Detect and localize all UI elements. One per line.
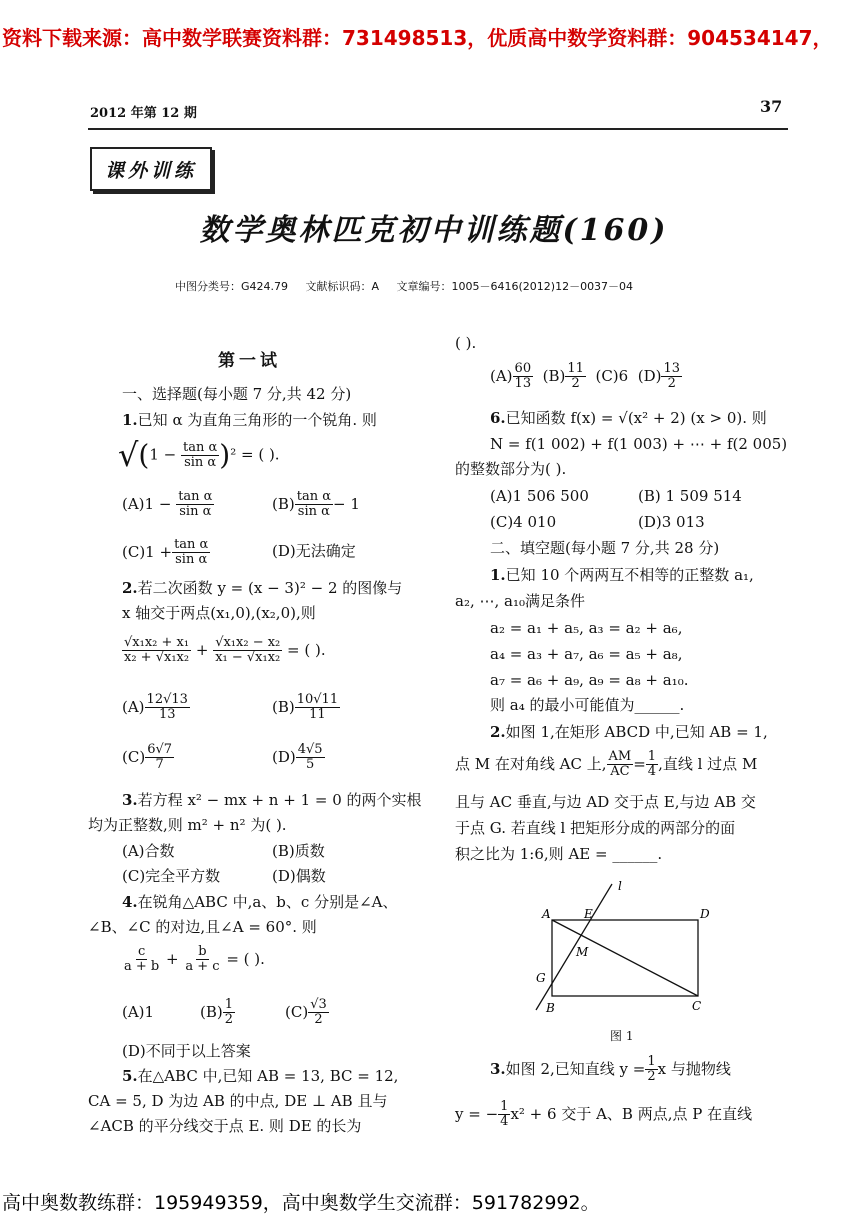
q1-option-b: (B) $\frac{\text{tan α}}{\text{sin α}}$ − 1 xyxy=(272,489,360,520)
figure-1-caption: 图 1 xyxy=(610,1029,634,1043)
f1-line2: a₂, ⋯, a₁₀满足条件 xyxy=(455,592,585,610)
f2-line3: 且与 AC 垂直,与边 AD 交于点 E,与边 AB 交 xyxy=(455,793,756,811)
figure-1-diagram xyxy=(528,878,728,1023)
q1-line xyxy=(122,412,377,429)
q2-option-b: (B) $\frac{10√11}{11}$ xyxy=(272,692,339,723)
label-a: A xyxy=(542,907,551,921)
q5-answer-paren: ( ). xyxy=(455,334,477,352)
q3-option-c: (C)完全平方数 xyxy=(122,867,221,885)
f3-line2: y = − $\frac{1}{4}$ x² + 6 交于 A、B 两点,点 P 在直线 xyxy=(455,1099,753,1130)
q4-option-b: (B) $\frac{1}{2}$ xyxy=(200,997,234,1028)
q6-line1: 6.已知函数 f(x) = √(x² + 2) (x > 0). 则 xyxy=(490,409,767,427)
bottom-banner: 高中奥数教练群：195949359，高中奥数学生交流群：591782992。 xyxy=(2,1192,600,1214)
q5-options: (A) $\frac{60}{13}$ (B) $\frac{11}{2}$ (C)6 (D) $\frac{13}{2}$ xyxy=(490,361,681,392)
q2-line1: 2.若二次函数 y = (x − 3)² − 2 的图像与 xyxy=(122,579,403,597)
q2-option-c: (C) $\frac{6√7}{7}$ xyxy=(122,742,173,773)
q3-option-b: (B)质数 xyxy=(272,842,325,860)
q3-line2: 均为正整数,则 m² + n² 为( ). xyxy=(88,816,287,834)
classification-line: 中图分类号：G424.79 文献标识码：A 文章编号：1005－6416(2012)12－0037－04 xyxy=(175,280,634,293)
f1-eq3: a₇ = a₆ + a₉, a₉ = a₈ + a₁₀. xyxy=(490,671,689,689)
q6-option-a: (A)1 506 500 xyxy=(490,487,589,505)
f2-line5: 积之比为 1:6,则 AE = ______. xyxy=(455,845,663,863)
q4-option-a: (A)1 xyxy=(122,1003,155,1021)
sqrt-symbol: √ xyxy=(118,436,139,474)
q6-option-c: (C)4 010 xyxy=(490,513,557,531)
label-d: D xyxy=(700,907,710,921)
q1-one-minus: 1 − xyxy=(149,445,177,464)
f2-line1: 2.如图 1,在矩形 ABCD 中,已知 AB = 1, xyxy=(490,723,768,741)
q4-option-c: (C) $\frac{√3}{2}$ xyxy=(285,997,327,1028)
q6-line2: N = f(1 002) + f(1 003) + ⋯ + f(2 005) xyxy=(490,435,788,453)
q3-line1: 3.若方程 x² − mx + n + 1 = 0 的两个实根 xyxy=(122,791,422,809)
q1-fraction: $\frac{\text{tan α}}{\text{sin α}}$ xyxy=(183,439,218,470)
q3-option-d: (D)偶数 xyxy=(272,867,326,885)
label-m: M xyxy=(576,945,589,959)
q1-option-d: (D)无法确定 xyxy=(272,542,356,560)
page-number: 37 xyxy=(760,97,783,116)
q5-line1: 5.在△ABC 中,已知 AB = 13, BC = 12, xyxy=(122,1067,399,1085)
q6-option-b: (B) 1 509 514 xyxy=(638,487,742,505)
f1-line3: 则 a₄ 的最小可能值为______. xyxy=(490,696,685,714)
q2-option-d: (D) $\frac{4√5}{5}$ xyxy=(272,742,323,773)
diagonal-ac xyxy=(552,920,698,996)
q1-expression: √(1 − $\frac{\text{tan α}}{\text{sin α}}$ )² = ( ). xyxy=(118,436,280,474)
f1-line1: 1.已知 10 个两两互不相等的正整数 a₁, xyxy=(490,566,754,584)
q3-option-a: (A)合数 xyxy=(122,842,175,860)
q4-line2: ∠B、∠C 的对边,且∠A = 60°. 则 xyxy=(88,918,317,936)
label-c: C xyxy=(692,999,702,1013)
q2-option-a: (A) $\frac{12√13}{13}$ xyxy=(122,692,188,723)
label-b: B xyxy=(546,1001,555,1015)
part1-heading: 一、选择题(每小题 7 分,共 42 分) xyxy=(122,385,352,403)
q5-line2: CA = 5, D 为边 AB 的中点, DE ⊥ AB 且与 xyxy=(88,1092,388,1110)
q6-option-d: (D)3 013 xyxy=(638,513,705,531)
q4-option-d: (D)不同于以上答案 xyxy=(122,1042,251,1060)
q2-line2: x 轴交于两点(x₁,0),(x₂,0),则 xyxy=(122,604,316,622)
issue-label: 2012 年第 12 期 xyxy=(90,106,197,121)
section-heading: 第一试 xyxy=(218,351,281,371)
label-l: l xyxy=(618,879,622,893)
q1-option-c: (C)1 + $\frac{\text{tan α}}{\text{sin α}}$ xyxy=(122,537,209,568)
q4-line1: 4.在锐角△ABC 中,a、b、c 分别是∠A、 xyxy=(122,893,398,911)
q1-option-a: (A)1 − $\frac{\text{tan α}}{\text{sin α}}$ xyxy=(122,489,213,520)
q1-text: 已知 α 为直角三角形的一个锐角. 则 xyxy=(137,411,377,429)
article-title: 数学奥林匹克初中训练题(160) xyxy=(199,213,669,248)
q1-number: 1. xyxy=(122,411,138,429)
part2-heading: 二、填空题(每小题 7 分,共 28 分) xyxy=(490,539,720,557)
f2-line4: 于点 G. 若直线 l 把矩形分成的两部分的面 xyxy=(455,819,736,837)
q5-line3: ∠ACB 的平分线交于点 E. 则 DE 的长为 xyxy=(88,1117,362,1135)
header-rule xyxy=(88,128,788,130)
f1-eq2: a₄ = a₃ + a₇, a₆ = a₅ + a₈, xyxy=(490,645,683,663)
label-e: E xyxy=(584,907,593,921)
section-badge: 课外训练 xyxy=(90,147,212,191)
top-banner: 资料下载来源：高中数学联赛资料群：731498513，优质高中数学资料群：904534147， xyxy=(2,26,833,50)
line-l xyxy=(536,884,612,1010)
f1-eq1: a₂ = a₁ + a₅, a₃ = a₂ + a₆, xyxy=(490,619,683,637)
q1-expr-tail: ² = ( ). xyxy=(230,445,280,464)
q6-line3: 的整数部分为( ). xyxy=(455,460,567,478)
f2-line2: 点 M 在对角线 AC 上, $\frac{AM}{AC}$ = $\frac{1}{4}$ ,直线 l 过点 M xyxy=(455,749,758,780)
q2-expression: $\frac{\text{√x₁x₂ + x₁}}{\text{x₂ + √x₁x₂}}$ + $\frac{\text{√x₁x₂ − x₂}}{\text{x₁ − √x₁x₂}}$ = ( ). xyxy=(124,635,326,666)
q4-expression: $\frac{c}{a + b}$ + $\frac{b}{a + c}$ = ( ). xyxy=(124,944,265,975)
label-g: G xyxy=(536,971,546,985)
f3-line1: 3.如图 2,已知直线 y = $\frac{1}{2}$ x 与抛物线 xyxy=(490,1054,731,1085)
